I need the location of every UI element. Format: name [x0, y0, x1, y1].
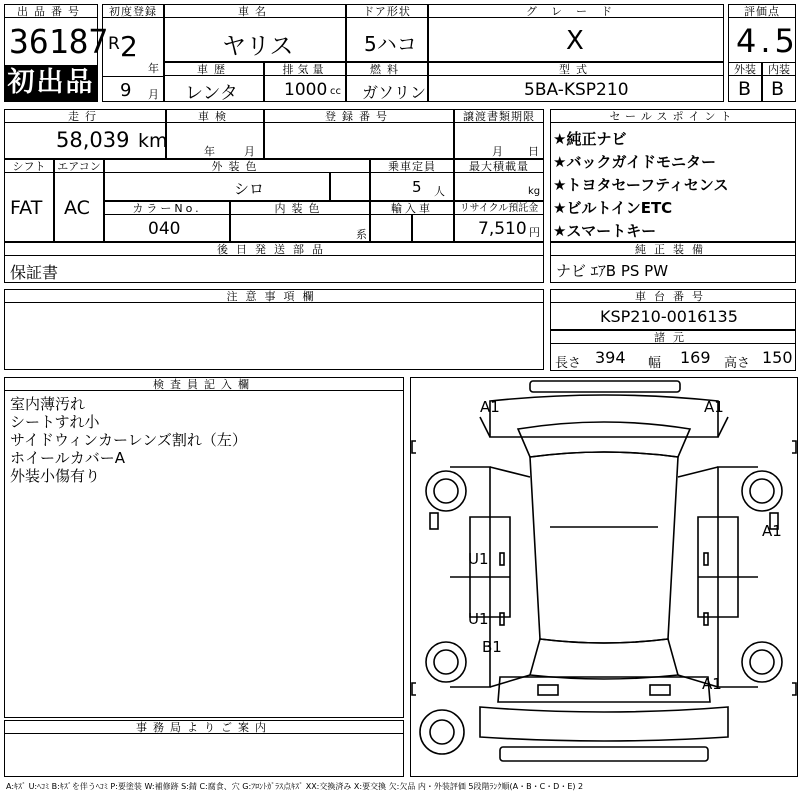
ext-color-label: 外装色	[104, 159, 370, 173]
height: 150	[762, 348, 793, 367]
ext-color-box	[104, 172, 330, 201]
registration-year-unit: 年	[148, 62, 159, 75]
registration-month: 9	[120, 80, 132, 101]
inspection-year-unit: 年	[204, 145, 215, 158]
spec-label: 諸元	[550, 330, 796, 344]
chassis-number: KSP210-0016135	[600, 307, 738, 326]
later-parts-box	[4, 255, 544, 283]
ac-label: エアコン	[54, 159, 104, 173]
ext-color: シロ	[234, 180, 265, 198]
car-damage-diagram	[410, 377, 798, 777]
color-no: 040	[148, 219, 181, 239]
reg-no-box	[264, 122, 454, 159]
inspection-label: 車検	[166, 109, 264, 123]
office-box	[4, 733, 404, 777]
sales-point-item: ★バックガイドモニター	[553, 153, 716, 171]
history-label: 車歴	[164, 62, 264, 76]
capacity-label: 乗車定員	[370, 159, 454, 173]
import-box-b	[412, 214, 454, 242]
mileage-unit: km	[138, 130, 168, 152]
lot-number-label: 出品番号	[4, 4, 98, 18]
registration-label: 初度登録	[102, 4, 164, 18]
sales-points-label: セールスポイント	[550, 109, 796, 123]
spec-box	[550, 343, 796, 371]
later-parts-label: 後日発送部品	[4, 242, 544, 256]
displacement-label: 排気量	[264, 62, 346, 76]
recycle-unit: 円	[529, 226, 540, 239]
inspector-note: 外装小傷有り	[10, 467, 101, 485]
grade-label: グレード	[428, 4, 724, 18]
car-name-label: 車名	[164, 4, 346, 18]
max-load-unit: kg	[528, 186, 541, 197]
width-label: 幅	[648, 356, 662, 371]
inspector-note: シートすれ小	[10, 413, 100, 431]
later-parts-text: 保証書	[10, 263, 59, 282]
grade: X	[566, 26, 584, 56]
exterior-label: 外装	[728, 62, 762, 76]
displacement: 1000	[284, 80, 328, 100]
recycle-amount: 7,510	[478, 219, 527, 239]
registration-era: R	[108, 34, 120, 54]
registration-month-unit: 月	[148, 88, 159, 101]
int-color-box	[230, 214, 370, 242]
mark-front-right: A1	[704, 398, 724, 416]
mark-rear-right: A1	[702, 675, 722, 693]
registration-year: 2	[120, 30, 138, 63]
office-label: 事務局よりご案内	[4, 720, 404, 734]
sales-point-item: ★スマートキー	[553, 222, 657, 240]
inspector-note: 室内薄汚れ	[10, 395, 86, 413]
inspector-label: 検査員記入欄	[4, 377, 404, 391]
inspector-notes	[10, 395, 247, 485]
sales-points-list	[553, 128, 728, 243]
ac: AC	[64, 197, 90, 219]
length: 394	[595, 348, 626, 367]
mark-left-front-door: U1	[468, 550, 489, 568]
first-listing-badge: 初出品	[5, 65, 97, 101]
chassis-label: 車台番号	[550, 289, 796, 303]
capacity: 5	[412, 178, 422, 196]
score-value: 4.5	[736, 22, 799, 60]
history: レンタ	[185, 83, 238, 104]
color-no-label: カラーNo.	[104, 201, 230, 215]
shift-label: シフト	[4, 159, 54, 173]
genuine-text: ナビ ｴｱB PS PW	[556, 262, 669, 280]
mileage-label: 走行	[4, 109, 166, 123]
legend-text: A:ｷｽﾞ U:ﾍｺﾐ B:ｷｽﾞを伴うﾍｺﾐ P:要塗装 W:補修跡 S:錆 C:腐食、穴 G:ﾌﾛﾝﾄｶﾞﾗｽ点ｷｽﾞ XX:交換済み X:要交換 欠:欠品 内・外装評価 5段階ﾗﾝｸ順(A・B・C・D・E) 2	[6, 782, 584, 791]
fuel-label: 燃料	[346, 62, 428, 76]
door-shape: 5ハコ	[364, 32, 417, 56]
displacement-unit: cc	[330, 86, 341, 97]
capacity-unit: 人	[434, 185, 445, 198]
inspection-month-unit: 月	[244, 145, 255, 158]
int-color-label: 内装色	[230, 201, 370, 215]
notes-label: 注意事項欄	[4, 289, 544, 303]
interior-label: 内装	[762, 62, 796, 76]
transfer-day-unit: 日	[528, 145, 539, 158]
door-label: ドア形状	[346, 4, 428, 18]
height-label: 高さ	[724, 356, 751, 371]
inspector-note: ホイールカバーA	[10, 449, 125, 467]
lot-number: 36187	[9, 22, 109, 61]
score-label: 評価点	[728, 4, 796, 18]
model-label: 型式	[428, 62, 724, 76]
max-load-label: 最大積載量	[454, 159, 544, 173]
length-label: 長さ	[555, 356, 582, 371]
mark-front-left: A1	[480, 398, 500, 416]
transfer-label: 譲渡書類期限	[454, 109, 544, 123]
genuine-label: 純正装備	[550, 242, 796, 256]
reg-no-label: 登録番号	[264, 109, 454, 123]
mark-right-side: A1	[762, 522, 782, 540]
int-color-unit: 系	[356, 228, 367, 241]
import-label: 輸入車	[370, 201, 454, 215]
transfer-month-unit: 月	[492, 145, 503, 158]
sales-point-item: ★ビルトインETC	[553, 199, 673, 217]
interior-grade: B	[771, 78, 785, 100]
notes-box	[4, 302, 544, 370]
ext-color-extra-box	[330, 172, 370, 201]
model: 5BA-KSP210	[524, 80, 629, 100]
recycle-label: リサイクル預託金	[454, 201, 544, 215]
mileage: 58,039	[56, 128, 130, 152]
inspector-note: サイドウィンカーレンズ割れ（左）	[10, 431, 247, 449]
sales-point-item: ★純正ナビ	[553, 130, 627, 148]
mark-left-rear-wheel: B1	[482, 638, 502, 656]
shift: FAT	[10, 197, 43, 219]
car-name: ヤリス	[222, 32, 294, 60]
fuel: ガソリン	[362, 83, 427, 102]
width: 169	[680, 348, 711, 367]
import-box-a	[370, 214, 412, 242]
mark-left-rear-door: U1	[468, 610, 489, 628]
sales-point-item: ★トヨタセーフティセンス	[553, 176, 729, 194]
exterior-grade: B	[738, 78, 752, 100]
